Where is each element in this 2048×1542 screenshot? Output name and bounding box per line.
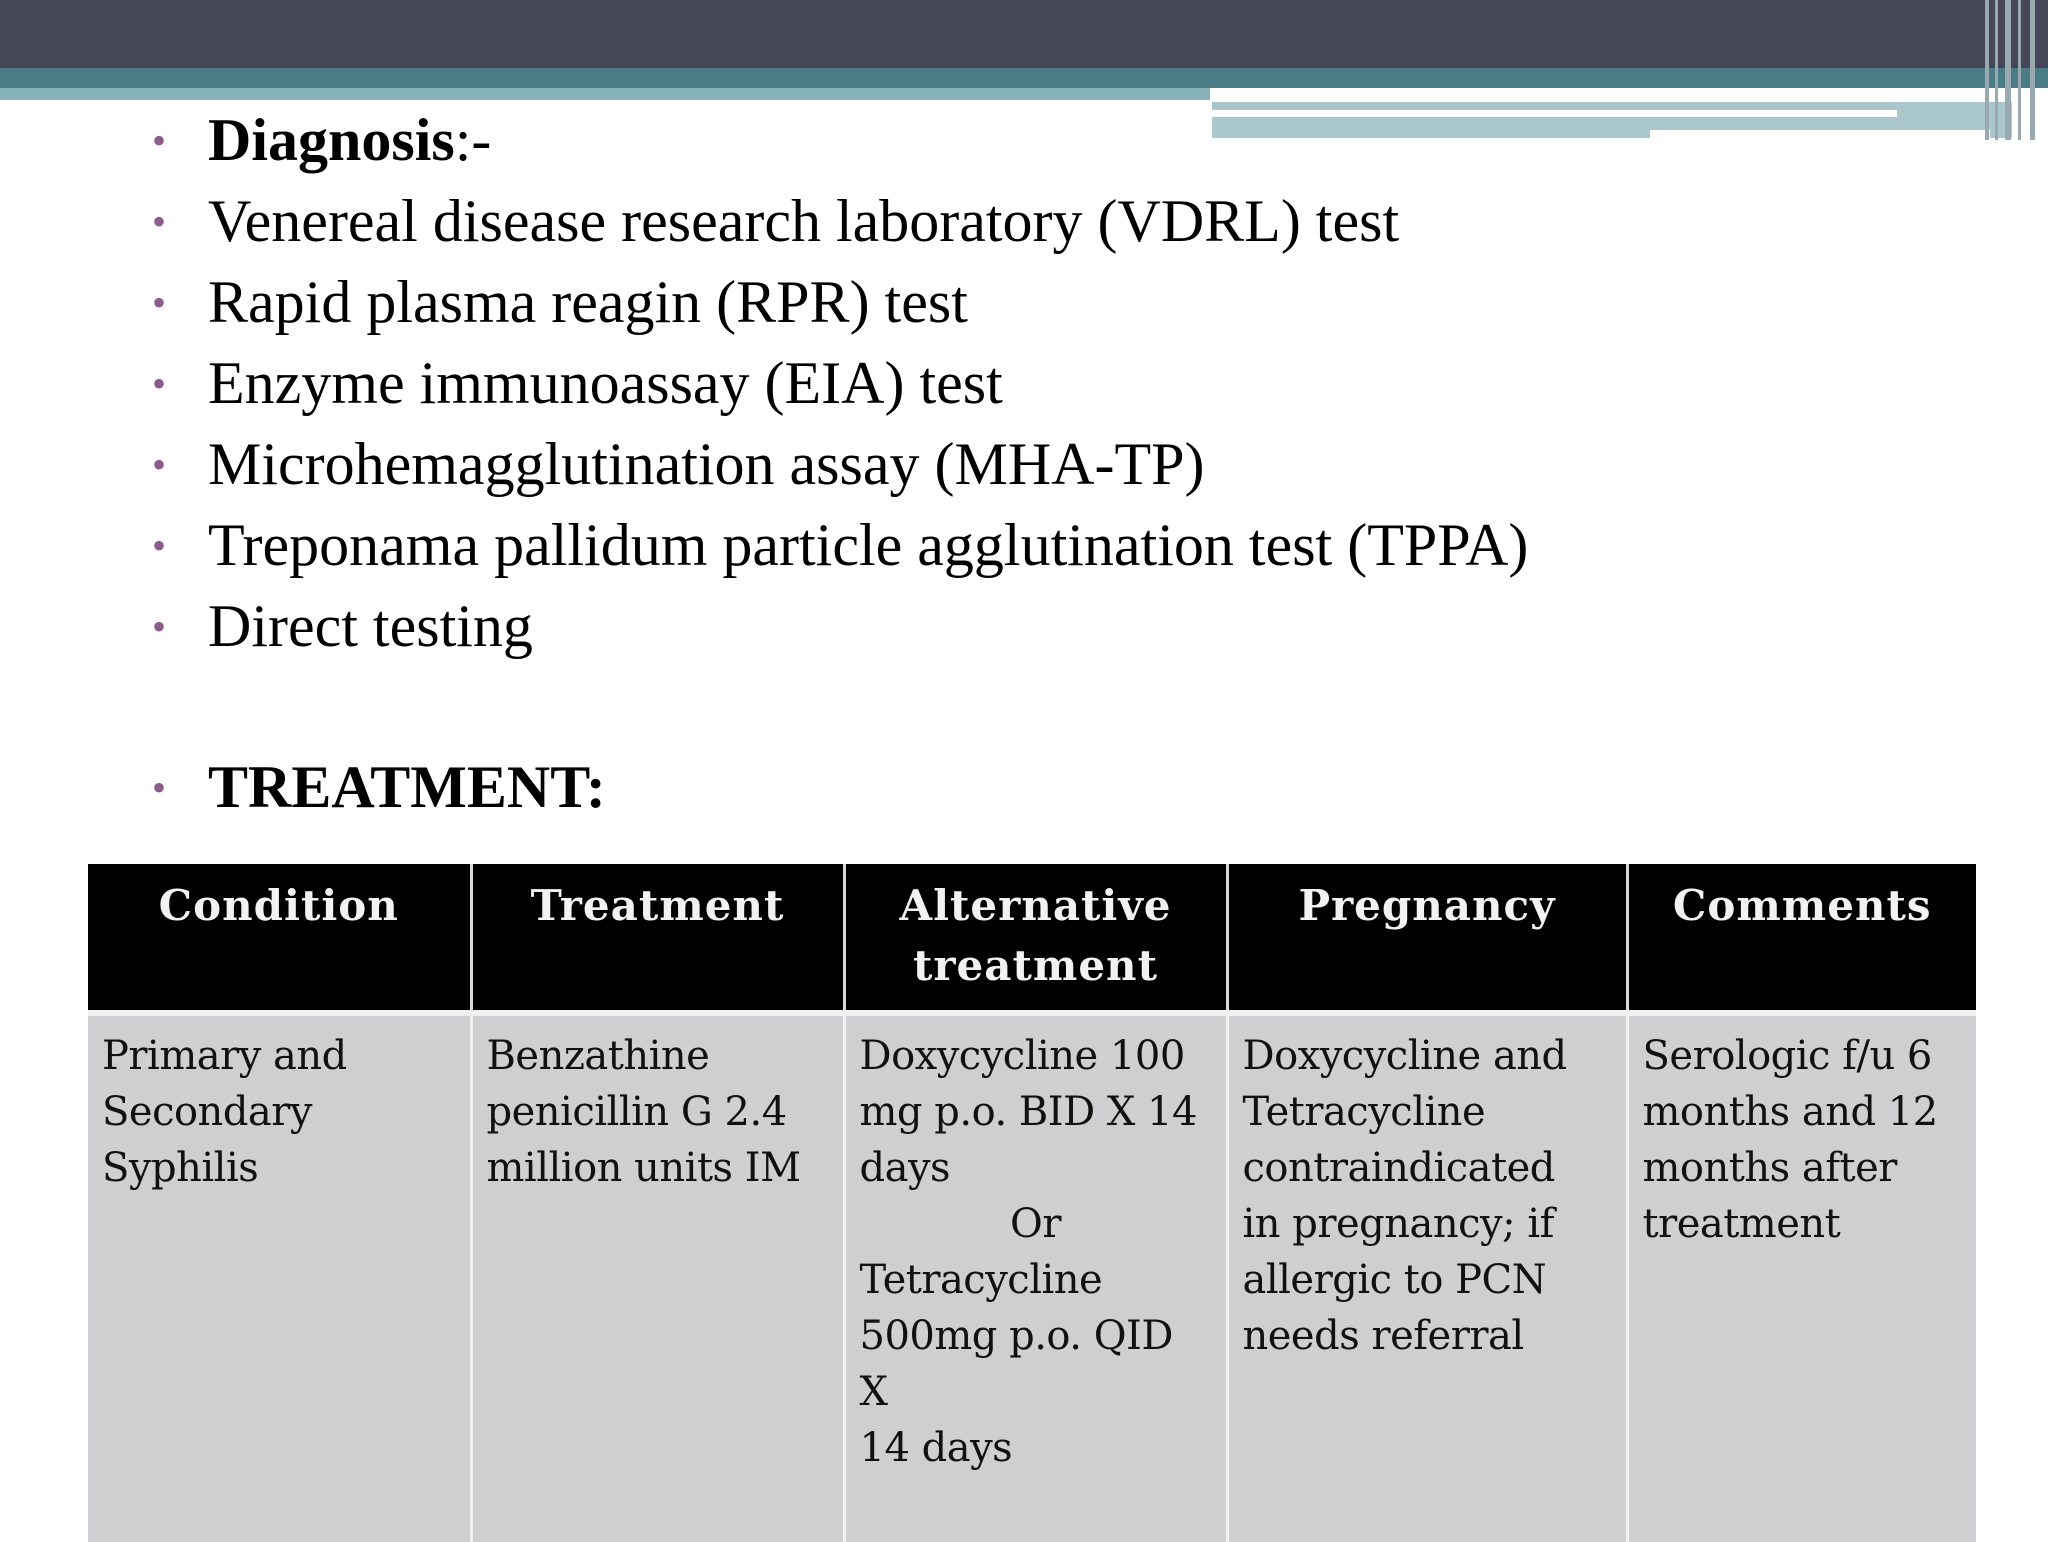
cell-line: Benzathine — [486, 1033, 710, 1079]
bullet-item: • Venereal disease research laboratory (VDRL) test — [140, 181, 1528, 262]
edge-stripe — [1995, 0, 1998, 140]
cell-line: in pregnancy; if — [1242, 1201, 1554, 1247]
cell-line: allergic to PCN — [1242, 1257, 1547, 1303]
cell-line: 14 days — [859, 1425, 1013, 1471]
bullet-dot: • — [152, 765, 167, 810]
cell-alternative — [844, 1013, 1227, 1542]
edge-stripe — [2018, 0, 2021, 140]
cell-line: Or — [1010, 1201, 1061, 1247]
bullet-item: • TREATMENT: — [140, 747, 1528, 828]
cell-line: Tetracycline — [859, 1257, 1103, 1303]
bullet-item: • Rapid plasma reagin (RPR) test — [140, 262, 1528, 343]
bullet-item: • Enzyme immunoassay (EIA) test — [140, 343, 1528, 424]
cell-line: penicillin G 2.4 — [486, 1089, 787, 1135]
cell-treatment — [471, 1013, 844, 1542]
bullet-dot: • — [152, 361, 167, 406]
accent-line-short — [1650, 130, 1990, 138]
cell-line: Doxycycline 100 — [859, 1033, 1185, 1079]
bullet-dot: • — [152, 280, 167, 325]
cell-pregnancy — [1227, 1013, 1627, 1542]
edge-stripe — [2005, 0, 2011, 140]
cell-line: needs referral — [1242, 1313, 1524, 1359]
bullet-item: • Treponama pallidum particle agglutination test (TPPA) — [140, 505, 1528, 586]
cell-line: Tetracycline — [1242, 1089, 1486, 1135]
bullet-dot: • — [152, 118, 167, 163]
cell-line: million units IM — [486, 1145, 801, 1191]
cell-line: mg p.o. BID X 14 — [859, 1089, 1197, 1135]
bullet-item: • Microhemagglutination assay (MHA-TP) — [140, 424, 1528, 505]
cell-line: Secondary Syphilis — [102, 1089, 312, 1191]
edge-stripe — [1985, 0, 1989, 140]
table-row — [88, 1013, 1976, 1542]
cell-line: months after — [1642, 1145, 1897, 1191]
bullet-item: • Diagnosis:- — [140, 100, 1528, 181]
accent-band — [0, 68, 2048, 88]
top-bar — [0, 0, 2048, 68]
cell-line: 500mg p.o. QID X — [859, 1313, 1173, 1415]
bullet-list — [140, 100, 1528, 828]
treatment-table — [88, 864, 1976, 1542]
header-comments: Comments — [1627, 864, 1976, 1013]
bullet-dot: • — [152, 523, 167, 568]
cell-line: contraindicated — [1242, 1145, 1555, 1191]
header-pregnancy: Pregnancy — [1227, 864, 1627, 1013]
cell-line: days — [859, 1145, 951, 1191]
header-treatment: Treatment — [471, 864, 844, 1013]
header-alternative: Alternative treatment — [844, 864, 1227, 1013]
edge-stripe — [2030, 0, 2035, 140]
header-condition: Condition — [88, 864, 471, 1013]
cell-condition — [88, 1013, 471, 1542]
bullet-item: • Direct testing — [140, 586, 1528, 667]
cell-line: Doxycycline and — [1242, 1033, 1567, 1079]
table-header-row — [88, 864, 1976, 1013]
cell-comments — [1627, 1013, 1976, 1542]
cell-line: treatment — [1642, 1201, 1841, 1247]
bullet-dot: • — [152, 199, 167, 244]
accent-band-light — [0, 88, 1210, 100]
bullet-dot: • — [152, 604, 167, 649]
bullet-dot: • — [152, 442, 167, 487]
cell-line: Primary and — [102, 1033, 347, 1079]
cell-line: Serologic f/u 6 — [1642, 1033, 1932, 1079]
cell-line: months and 12 — [1642, 1089, 1938, 1135]
